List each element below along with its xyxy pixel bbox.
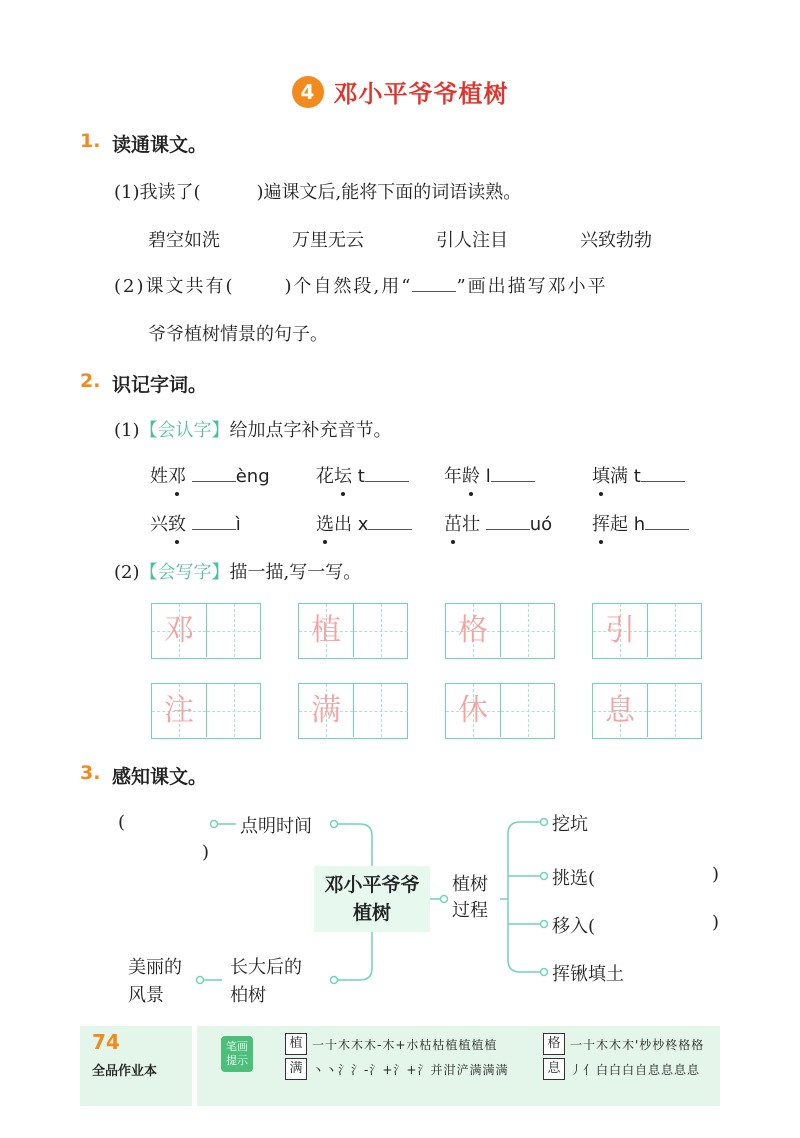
- q2-dotted-char: 挥: [592, 510, 610, 536]
- trace-char: 格: [458, 613, 488, 648]
- q2-pinyin-hint: t: [357, 466, 365, 487]
- q1-part2-cont: 爷爷植树情景的句子。: [148, 324, 328, 345]
- trace-char: 息: [605, 693, 635, 728]
- q2-char: 起: [610, 514, 628, 535]
- grown-label-line-1: 长大后的: [230, 957, 302, 978]
- grown-tree-label: [230, 954, 302, 1010]
- grown-label-line-2: 柏树: [230, 985, 266, 1006]
- q2-dotted-char: 茁: [444, 510, 462, 536]
- trace-char: 注: [164, 693, 194, 728]
- stroke-seq-xi: 丿亻白白白自息息息息: [570, 1063, 701, 1077]
- step-move: 移入(: [552, 916, 596, 937]
- q1-word-3: 兴致勃勃: [580, 230, 652, 251]
- q2-char: 花: [316, 466, 334, 487]
- q2-part2-tag: 【会写字】: [139, 562, 230, 583]
- center-line-2: 植树: [352, 902, 391, 924]
- mind-map-center: [314, 866, 430, 932]
- tip-line-2: 提示: [226, 1054, 248, 1067]
- q1-word-1: 万里无云: [292, 230, 364, 251]
- q3-title: 感知课文。: [112, 766, 208, 788]
- stroke-char-zhi: 植: [285, 1033, 307, 1055]
- q1-title: 读通课文。: [112, 134, 208, 156]
- q2-pinyin-hint: l: [485, 466, 491, 487]
- q2-char: 壮: [462, 514, 480, 535]
- q2-part1-num: (1): [114, 420, 140, 441]
- q2-pinyin-hint: h: [633, 514, 646, 535]
- trace-char: 满: [311, 693, 341, 728]
- scenery-label-line-1: 美丽的: [128, 957, 182, 978]
- q2-pinyin-hint: uó: [529, 514, 553, 535]
- stroke-seq-man: 丶丶氵氵-氵+氵+氵并泔浐满满满: [312, 1063, 509, 1077]
- stroke-char-man: 满: [285, 1058, 307, 1080]
- q2-part1-text: 给加点字补充音节。: [229, 420, 392, 441]
- q2-number: 2.: [80, 370, 101, 392]
- q1-word-0: 碧空如洗: [148, 230, 220, 251]
- step-select: 挑选(: [552, 868, 596, 889]
- q1-part2-text-b: )个自然段,用“: [284, 276, 413, 297]
- time-answer-close-paren: ): [202, 842, 210, 863]
- stroke-char-xi: 息: [543, 1058, 565, 1080]
- q2-char: 姓: [150, 466, 168, 487]
- scenery-label: [128, 954, 182, 1010]
- q2-part2-text: 描一描,写一写。: [229, 562, 362, 583]
- step-select-close-paren: ): [712, 864, 720, 885]
- time-label: 点明时间: [240, 816, 312, 837]
- trace-char: 植: [311, 613, 341, 648]
- stroke-seq-zhi: 一十木木木-木+朩枯枯植植植植: [312, 1038, 498, 1052]
- page-number: 74: [92, 1030, 120, 1054]
- process-label: [452, 872, 488, 924]
- time-answer-open-paren: (: [118, 812, 126, 833]
- q2-char: 年: [444, 466, 462, 487]
- q1-part1-text-a: (1)我读了(: [114, 182, 201, 203]
- stroke-tip-badge: [221, 1036, 253, 1072]
- q1-part1-text-b: )遍课文后,能将下面的词语读熟。: [256, 182, 522, 203]
- q3-number: 3.: [80, 762, 101, 784]
- q2-pinyin-hint: èng: [235, 466, 270, 487]
- q2-dotted-char: 邓: [168, 462, 186, 488]
- scenery-label-line-2: 风景: [128, 985, 164, 1006]
- process-label-line-1: 植树: [452, 874, 488, 895]
- q2-part1-tag: 【会认字】: [139, 420, 230, 441]
- stroke-char-ge: 格: [543, 1033, 565, 1055]
- lesson-number-badge: 4: [292, 76, 324, 108]
- q2-char: 兴: [150, 514, 168, 535]
- tip-line-1: 笔画: [226, 1040, 248, 1053]
- q2-char: 满: [610, 466, 628, 487]
- q2-dotted-char: 龄: [462, 462, 480, 488]
- q2-part2-num: (2): [114, 562, 140, 583]
- step-fill-soil: 挥锹填土: [552, 964, 624, 985]
- center-line-1: 邓小平爷爷: [324, 874, 420, 896]
- lesson-title-text: 邓小平爷爷植树: [333, 80, 509, 108]
- q2-pinyin-hint: t: [633, 466, 641, 487]
- q2-dotted-char: 致: [168, 510, 186, 536]
- q2-dotted-char: 填: [592, 462, 610, 488]
- q2-dotted-char: 选: [316, 510, 334, 536]
- q2-title: 识记字词。: [112, 374, 208, 396]
- step-dig: 挖坑: [552, 814, 588, 835]
- q2-pinyin-hint: x: [357, 514, 369, 535]
- q2-pinyin-hint: ì: [235, 514, 241, 535]
- trace-char: 引: [605, 613, 635, 648]
- q1-number: 1.: [80, 130, 101, 152]
- q2-char: 出: [334, 514, 352, 535]
- trace-char: 休: [458, 693, 488, 728]
- step-move-close-paren: ): [712, 912, 720, 933]
- process-label-line-2: 过程: [452, 900, 488, 921]
- brand-name: 全品作业本: [92, 1064, 158, 1079]
- q1-part2-text-c: ”画出描写邓小平: [456, 276, 608, 297]
- q1-part2-text-a: (2)课文共有(: [114, 276, 235, 297]
- q1-word-2: 引人注目: [436, 230, 508, 251]
- stroke-seq-ge: 一十木木木'杪杪柊格格: [570, 1038, 705, 1052]
- q2-dotted-char: 坛: [334, 462, 352, 488]
- trace-char: 邓: [164, 613, 194, 648]
